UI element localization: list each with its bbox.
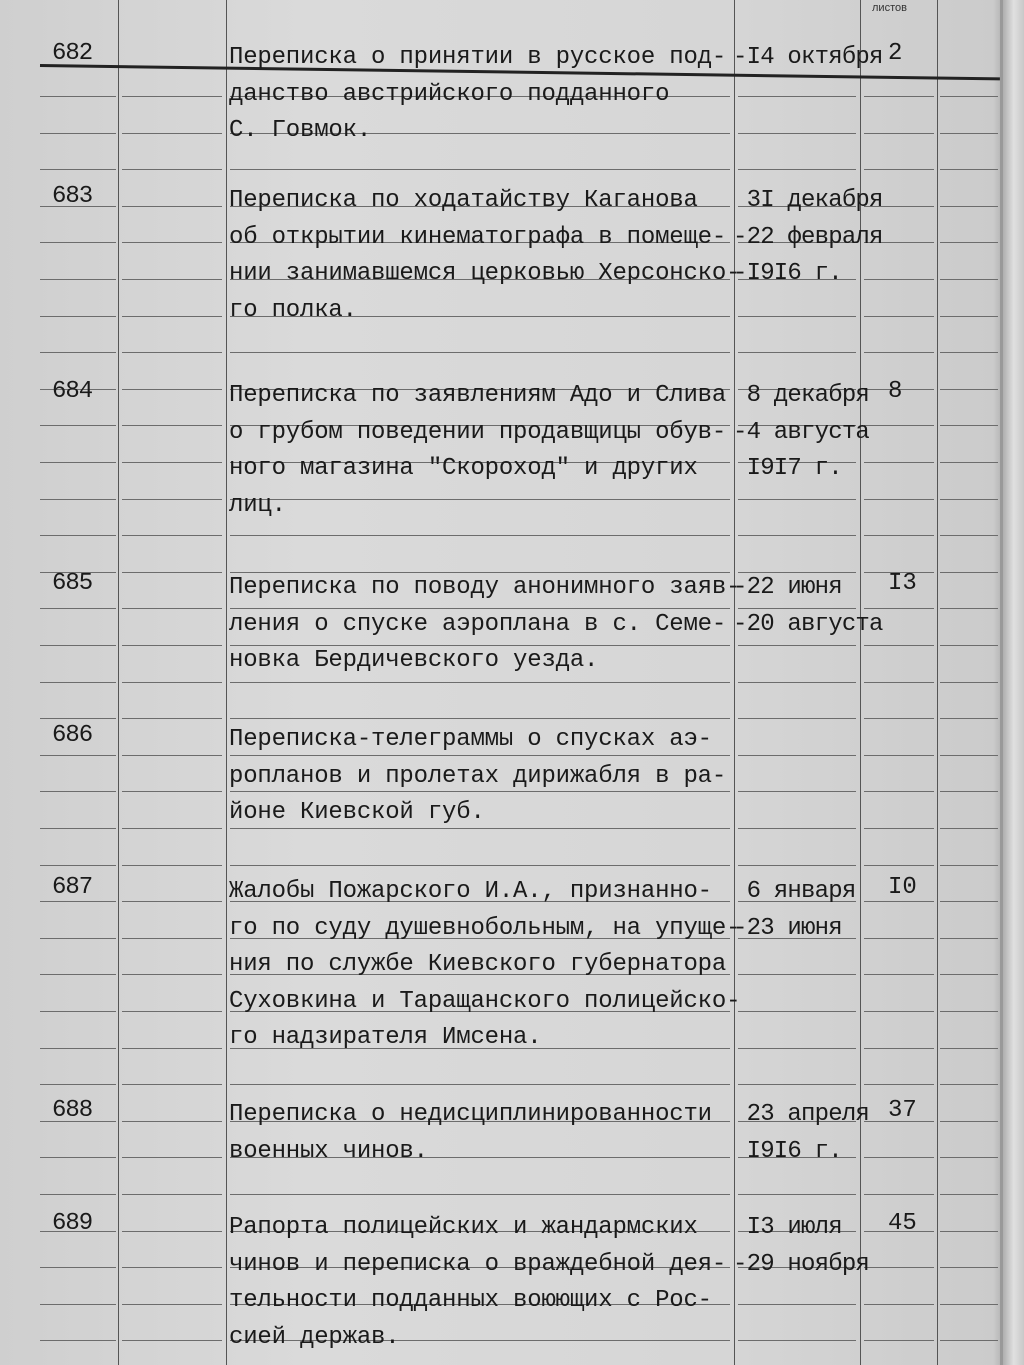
ruled-line — [738, 1048, 856, 1049]
title-line: ного магазина "Скороход" и других — [229, 455, 698, 482]
title-line: ропланов и пролетах дирижабля в ра- — [229, 762, 727, 790]
ruled-line — [40, 96, 116, 97]
ruled-line — [738, 1304, 856, 1305]
title-line: С. Говмок. — [229, 117, 372, 144]
title-line: новка Бердичевского уезда. — [229, 647, 599, 674]
ruled-line — [940, 133, 998, 134]
entry-sheet-count: 45 — [888, 1210, 917, 1237]
ruled-line — [122, 389, 222, 390]
ruled-line — [738, 865, 856, 866]
title-line: ния по службе Киевского губернатора — [229, 951, 727, 978]
ruled-line — [864, 499, 934, 500]
ruled-line — [738, 791, 856, 792]
ruled-line — [738, 755, 856, 756]
ruled-line — [864, 1267, 934, 1268]
ruled-line — [230, 682, 730, 683]
entry-title — [229, 570, 740, 680]
ruled-line — [40, 535, 116, 536]
ruled-line — [864, 352, 934, 353]
ruled-line — [122, 865, 222, 866]
ruled-line — [864, 1194, 934, 1195]
entry-number: 683 — [52, 183, 93, 210]
entry-title — [229, 1097, 712, 1170]
ruled-line — [940, 1011, 998, 1012]
column-divider — [118, 0, 119, 1365]
ruled-line — [738, 682, 856, 683]
date-line: -I4 октября — [733, 44, 883, 71]
title-line: Переписка о недисциплинированности — [229, 1101, 712, 1128]
ruled-line — [864, 96, 934, 97]
ruled-line — [40, 169, 116, 170]
entry-title — [229, 1210, 726, 1356]
ruled-line — [940, 242, 998, 243]
date-line: 8 декабря — [733, 382, 870, 409]
ruled-line — [738, 352, 856, 353]
entry-dates — [733, 183, 883, 293]
entry-title — [229, 183, 740, 329]
ruled-line — [40, 1304, 116, 1305]
ruled-line — [230, 352, 730, 353]
entry-dates — [733, 874, 855, 947]
ruled-line — [122, 572, 222, 573]
entry-title — [229, 874, 740, 1057]
ruled-line — [940, 499, 998, 500]
ruled-line — [940, 425, 998, 426]
ruled-line — [122, 425, 222, 426]
title-line: данство австрийского подданного — [229, 80, 670, 108]
ruled-line — [940, 206, 998, 207]
ruled-line — [122, 828, 222, 829]
ruled-line — [122, 169, 222, 170]
title-line: Переписка по ходатайству Каганова — [229, 187, 698, 214]
ruled-line — [940, 389, 998, 390]
ruled-line — [940, 718, 998, 719]
ruled-line — [40, 938, 116, 939]
ruled-line — [864, 1304, 934, 1305]
entry-sheet-count: 8 — [888, 378, 903, 405]
ruled-line — [864, 791, 934, 792]
ruled-line — [940, 316, 998, 317]
ruled-line — [940, 1048, 998, 1049]
ruled-line — [940, 1304, 998, 1305]
entry-number: 682 — [52, 40, 93, 67]
ruled-line — [738, 96, 856, 97]
ruled-line — [738, 133, 856, 134]
title-line: сией держав. — [229, 1323, 400, 1351]
ruled-line — [864, 901, 934, 902]
column-divider — [226, 0, 227, 1365]
ruled-line — [940, 682, 998, 683]
ruled-line — [40, 865, 116, 866]
ruled-line — [940, 901, 998, 902]
ruled-line — [40, 1048, 116, 1049]
ruled-line — [738, 645, 856, 646]
ruled-line — [864, 462, 934, 463]
ruled-line — [864, 755, 934, 756]
ruled-line — [122, 901, 222, 902]
date-line: -I9I6 г. — [733, 260, 842, 287]
title-line: Переписка по заявлениям Адо и Слива — [229, 382, 727, 409]
title-line: Переписка-телеграммы о спусках аэ- — [229, 726, 712, 753]
ruled-line — [940, 462, 998, 463]
entry-sheet-count: I0 — [888, 874, 917, 901]
ruled-line — [40, 1340, 116, 1341]
ruled-line — [122, 133, 222, 134]
title-line: йоне Киевской губ. — [229, 799, 485, 826]
ruled-line — [738, 718, 856, 719]
ruled-line — [864, 645, 934, 646]
ruled-line — [40, 352, 116, 353]
ruled-line — [122, 755, 222, 756]
entry-dates — [733, 1097, 869, 1170]
ruled-line — [122, 791, 222, 792]
entry-dates — [733, 570, 883, 643]
date-line: -22 февраля — [733, 223, 883, 251]
ruled-line — [230, 169, 730, 170]
ruled-line — [40, 1194, 116, 1195]
ruled-line — [122, 718, 222, 719]
ruled-line — [738, 1084, 856, 1085]
entry-number: 689 — [52, 1210, 93, 1237]
ruled-line — [122, 1121, 222, 1122]
ruled-line — [230, 1084, 730, 1085]
ruled-line — [40, 242, 116, 243]
ruled-line — [864, 682, 934, 683]
title-line: Переписка по поводу анонимного заяв- — [229, 574, 741, 601]
page-edge — [1000, 0, 1003, 1365]
entry-dates — [733, 378, 869, 488]
ruled-line — [940, 755, 998, 756]
ruled-line — [40, 974, 116, 975]
ruled-line — [940, 791, 998, 792]
ruled-line — [122, 242, 222, 243]
ruled-line — [40, 425, 116, 426]
ruled-line — [122, 499, 222, 500]
ruled-line — [864, 425, 934, 426]
ruled-line — [40, 316, 116, 317]
entry-title — [229, 378, 726, 524]
ruled-line — [738, 169, 856, 170]
ruled-line — [940, 96, 998, 97]
title-line: го надзирателя Имсена. — [229, 1024, 542, 1051]
ruled-line — [122, 279, 222, 280]
ruled-line — [864, 169, 934, 170]
title-line: Рапорта полицейских и жандармских — [229, 1214, 698, 1241]
ruled-line — [864, 974, 934, 975]
ruled-line — [864, 865, 934, 866]
ruled-line — [122, 1194, 222, 1195]
ruled-line — [40, 1157, 116, 1158]
ruled-line — [940, 1267, 998, 1268]
ruled-line — [864, 938, 934, 939]
ruled-line — [122, 1084, 222, 1085]
date-line: I9I7 г. — [733, 455, 842, 482]
ruled-line — [122, 206, 222, 207]
entry-dates — [733, 1210, 869, 1283]
ruled-line — [122, 1304, 222, 1305]
ruled-line — [122, 316, 222, 317]
date-line: 23 апреля — [733, 1101, 870, 1128]
ruled-line — [738, 1011, 856, 1012]
ruled-line — [940, 352, 998, 353]
ruled-line — [122, 462, 222, 463]
title-line: Переписка о принятии в русское под- — [229, 44, 727, 71]
ruled-line — [230, 535, 730, 536]
ruled-line — [122, 352, 222, 353]
ruled-line — [122, 535, 222, 536]
date-line: -23 июня — [733, 914, 842, 942]
ruled-line — [864, 133, 934, 134]
ruled-line — [122, 1340, 222, 1341]
title-line: го по суду душевнобольным, на упуще- — [229, 914, 741, 942]
title-line: ления о спуске аэроплана в с. Семе- — [229, 610, 727, 638]
ruled-line — [40, 499, 116, 500]
ruled-line — [40, 718, 116, 719]
title-line: го полка. — [229, 296, 357, 324]
ruled-line — [40, 901, 116, 902]
ruled-line — [738, 499, 856, 500]
entry-number: 687 — [52, 874, 93, 901]
ruled-line — [940, 645, 998, 646]
ruled-line — [122, 645, 222, 646]
date-line: I9I6 г. — [733, 1137, 842, 1165]
ruled-line — [122, 1267, 222, 1268]
entry-number: 685 — [52, 570, 93, 597]
ruled-line — [940, 572, 998, 573]
ruled-line — [40, 791, 116, 792]
ruled-line — [864, 828, 934, 829]
ruled-line — [40, 133, 116, 134]
column-divider — [937, 0, 938, 1365]
ruled-line — [940, 279, 998, 280]
ruled-line — [738, 828, 856, 829]
ruled-line — [864, 718, 934, 719]
ruled-line — [940, 828, 998, 829]
ruled-line — [940, 974, 998, 975]
ruled-line — [738, 974, 856, 975]
ruled-line — [40, 1267, 116, 1268]
ruled-line — [864, 1084, 934, 1085]
ruled-line — [940, 1121, 998, 1122]
ruled-line — [122, 96, 222, 97]
ruled-line — [940, 1340, 998, 1341]
ruled-line — [864, 1048, 934, 1049]
title-line: о грубом поведении продавщицы обув- — [229, 418, 727, 446]
ruled-line — [940, 608, 998, 609]
title-line: Суховкина и Таращанского полицейско- — [229, 987, 741, 1015]
ruled-line — [940, 938, 998, 939]
entry-number: 684 — [52, 378, 93, 405]
date-line: I3 июля — [733, 1214, 842, 1241]
ruled-line — [40, 462, 116, 463]
ruled-line — [864, 535, 934, 536]
title-line: лиц. — [229, 491, 286, 519]
ruled-line — [940, 535, 998, 536]
ruled-line — [864, 1340, 934, 1341]
ruled-line — [40, 279, 116, 280]
entry-dates — [733, 40, 883, 77]
ruled-line — [122, 1048, 222, 1049]
date-line: -20 августа — [733, 610, 883, 638]
ruled-line — [122, 938, 222, 939]
ruled-line — [864, 1157, 934, 1158]
ruled-line — [40, 1011, 116, 1012]
entry-number: 688 — [52, 1097, 93, 1124]
ruled-line — [40, 828, 116, 829]
ruled-line — [122, 1231, 222, 1232]
entry-title — [229, 40, 726, 150]
date-line: -29 ноября — [733, 1250, 870, 1278]
ruled-line — [940, 865, 998, 866]
entry-sheet-count: 2 — [888, 40, 903, 67]
title-line: об открытии кинематографа в помеще- — [229, 223, 727, 251]
ruled-line — [40, 608, 116, 609]
ruled-line — [40, 682, 116, 683]
title-line: чинов и переписка о враждебной дея- — [229, 1250, 727, 1278]
ruled-line — [940, 1194, 998, 1195]
date-line: 3I декабря — [733, 187, 883, 214]
ruled-line — [738, 316, 856, 317]
ruled-line — [230, 865, 730, 866]
ruled-line — [940, 169, 998, 170]
entry-title — [229, 722, 726, 832]
date-line: -22 июня — [733, 574, 842, 601]
ruled-line — [40, 1084, 116, 1085]
entry-sheet-count: 37 — [888, 1097, 917, 1124]
entry-sheet-count: I3 — [888, 570, 917, 597]
ruled-line — [122, 682, 222, 683]
ruled-line — [940, 1231, 998, 1232]
ruled-line — [40, 755, 116, 756]
ruled-line — [940, 1157, 998, 1158]
ruled-line — [864, 1011, 934, 1012]
ruled-line — [738, 535, 856, 536]
ruled-line — [122, 1011, 222, 1012]
ruled-line — [940, 1084, 998, 1085]
date-line: -4 августа — [733, 418, 870, 446]
ruled-line — [738, 1340, 856, 1341]
ruled-line — [230, 1194, 730, 1195]
ruled-line — [738, 1194, 856, 1195]
ruled-line — [40, 645, 116, 646]
title-line: Жалобы Пожарского И.А., признанно- — [229, 878, 712, 905]
date-line: 6 января — [733, 878, 856, 905]
entry-number: 686 — [52, 722, 93, 749]
title-line: тельности подданных воюющих с Рос- — [229, 1287, 712, 1314]
title-line: военных чинов. — [229, 1137, 428, 1165]
ruled-line — [122, 608, 222, 609]
ruled-line — [864, 316, 934, 317]
title-line: нии занимавшемся церковью Херсонско- — [229, 260, 741, 287]
ruled-line — [122, 974, 222, 975]
ruled-line — [230, 718, 730, 719]
ruled-line — [122, 1157, 222, 1158]
sheets-column-header: листов — [872, 2, 907, 14]
